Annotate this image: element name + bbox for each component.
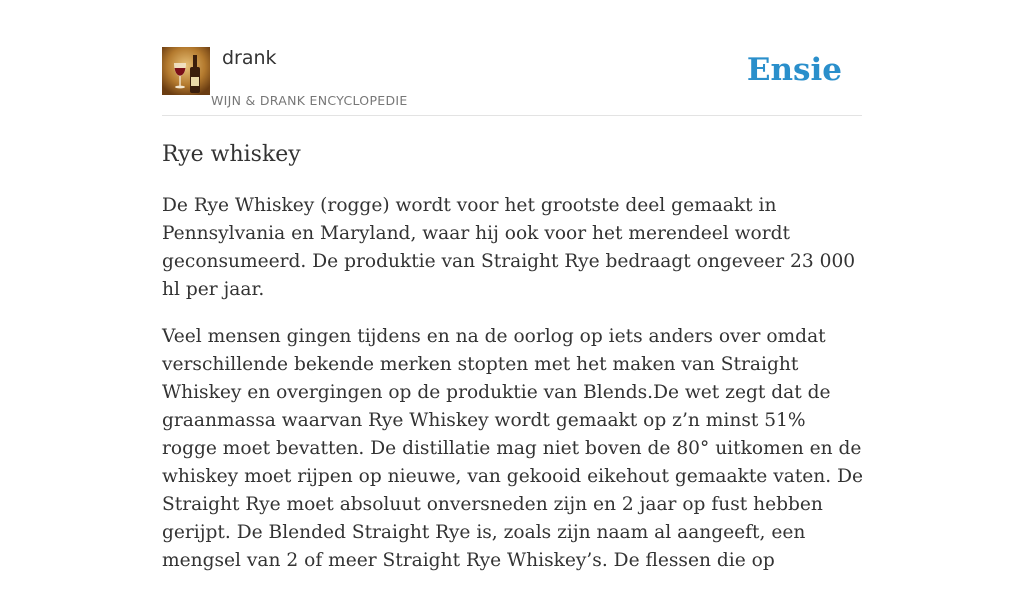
category-link[interactable]: drank	[222, 47, 277, 69]
wine-glass-bottle-icon	[162, 47, 210, 95]
article-paragraph: Veel mensen gingen tijdens en na de oorlog op iets anders over omdat verschillende bekende merken stopten met het maken van Straight Whiskey en overgingen op de produktie van Blends.De wet zegt dat de graanmassa waarvan Rye Whiskey wordt gemaakt op z’n minst 51% rogge moet bevatten. De distillatie mag niet boven de 80° uitkomen en de whiskey moet rijpen op nieuwe, van gekooid eikehout gemaakte vaten. De Straight Rye moet absoluut onversneden zijn en 2 jaar op fust hebben gerijpt. De Blended Straight Rye is, zoals zijn naam al aangeeft, een mengsel van 2 of meer Straight Rye Whiskey’s. De flessen die op	[162, 326, 863, 571]
header	[162, 0, 862, 116]
category-avatar[interactable]	[162, 47, 210, 95]
article-paragraph: De Rye Whiskey (rogge) wordt voor het grootste deel gemaakt in Pennsylvania en Maryland, waar hij ook voor het merendeel wordt geconsumeerd. De produktie van Straight Rye bedraagt ongeveer 23 000 hl per jaar.	[162, 195, 856, 300]
site-subtitle: WIJN & DRANK ENCYCLOPEDIE	[211, 93, 408, 108]
article-body	[162, 192, 864, 594]
article-title: Rye whiskey	[162, 142, 301, 167]
brand-logo[interactable]: Ensie	[746, 52, 842, 88]
